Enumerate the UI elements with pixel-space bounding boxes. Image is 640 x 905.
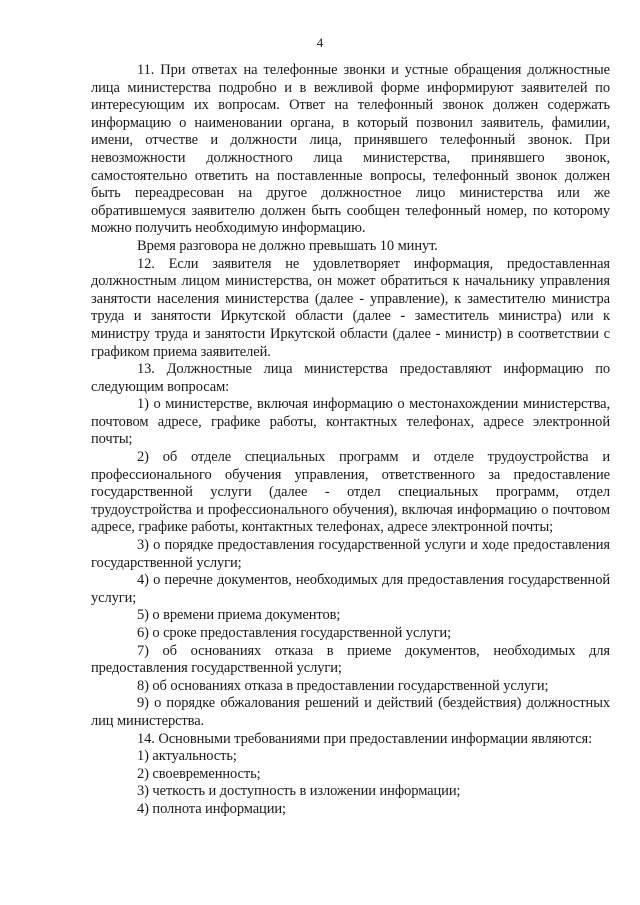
list-item-13-8: 8) об основаниях отказа в предоставлении государственной услуги; (137, 677, 549, 694)
list-item-13-9: 9) о порядке обжалования решений и действий (бездействия) должностных лиц министерства. (91, 695, 610, 729)
document-body (91, 62, 610, 819)
list-item-14-3: 3) четкость и доступность в изложении информации; (137, 783, 461, 800)
list-item-13-7: 7) об основаниях отказа в приеме документов, необходимых для предоставления государственной услуги; (91, 642, 610, 677)
list-item-14-2: 2) своевременность; (137, 765, 261, 782)
paragraph-14: 14. Основными требованиями при предоставлении информации являются: (137, 730, 593, 747)
list-item-14-4: 4) полнота информации; (137, 800, 286, 817)
list-item-13-5: 5) о времени приема документов; (137, 607, 341, 624)
paragraph-13: 13. Должностные лица министерства предоставляют информацию по следующим вопросам: (91, 361, 610, 395)
list-item-13-2: 2) об отделе специальных программ и отделе трудоустройства и профессионального обучения управления, ответственного за предоставление государственной услуги (далее - отдел специальных программ, отдел трудоустройства и профессионального обучения), включая информацию о почтовом адресе, графике работы, контактных телефонах, адресе электронной почты; (91, 449, 610, 536)
list-item-13-4: 4) о перечне документов, необходимых для предоставления государственной услуги; (91, 572, 610, 606)
page-number: 4 (316, 35, 324, 50)
list-item-13-6: 6) о сроке предоставления государственной услуги; (137, 625, 452, 641)
paragraph-12: 12. Если заявителя не удовлетворяет информация, предоставленная должностным лицом министерства, он может обратиться к начальнику управления занятости населения министерства (далее - управление), к заместителю министра труда и занятости Иркутской области (далее - заместитель министра) или к министру труда и занятости Иркутской области (далее - министр) в соответствии с графиком приема заявителей. (91, 255, 610, 360)
list-item-13-3: 3) о порядке предоставления государственной услуги и ходе предоставления государственной услуги; (91, 537, 610, 571)
paragraph-11: 11. При ответах на телефонные звонки и устные обращения должностные лица министерства подробно и в вежливой форме информируют заявителей по интересующим их вопросам. Ответ на телефонный звонок должен содержать информацию о наименовании органа, в который позвонил заявитель, фамилии, имени, отчестве и должности лица, принявшего телефонный звонок. При невозможности должностного лица министерства, принявшего звонок, самостоятельно ответить на поставленные вопросы, телефонный звонок должен быть переадресован на другое должностное лицо министерства или же обратившемуся заявителю должен быть сообщен телефонный номер, по которому можно получить необходимую информацию. (91, 62, 610, 237)
paragraph-call-duration: Время разговора не должно превышать 10 минут. (137, 237, 438, 254)
list-item-14-1: 1) актуальность; (137, 748, 237, 765)
list-item-13-1: 1) о министерстве, включая информацию о местонахождении министерства, почтовом адресе, графике работы, контактных телефонах, адресе электронной почты; (91, 396, 610, 448)
